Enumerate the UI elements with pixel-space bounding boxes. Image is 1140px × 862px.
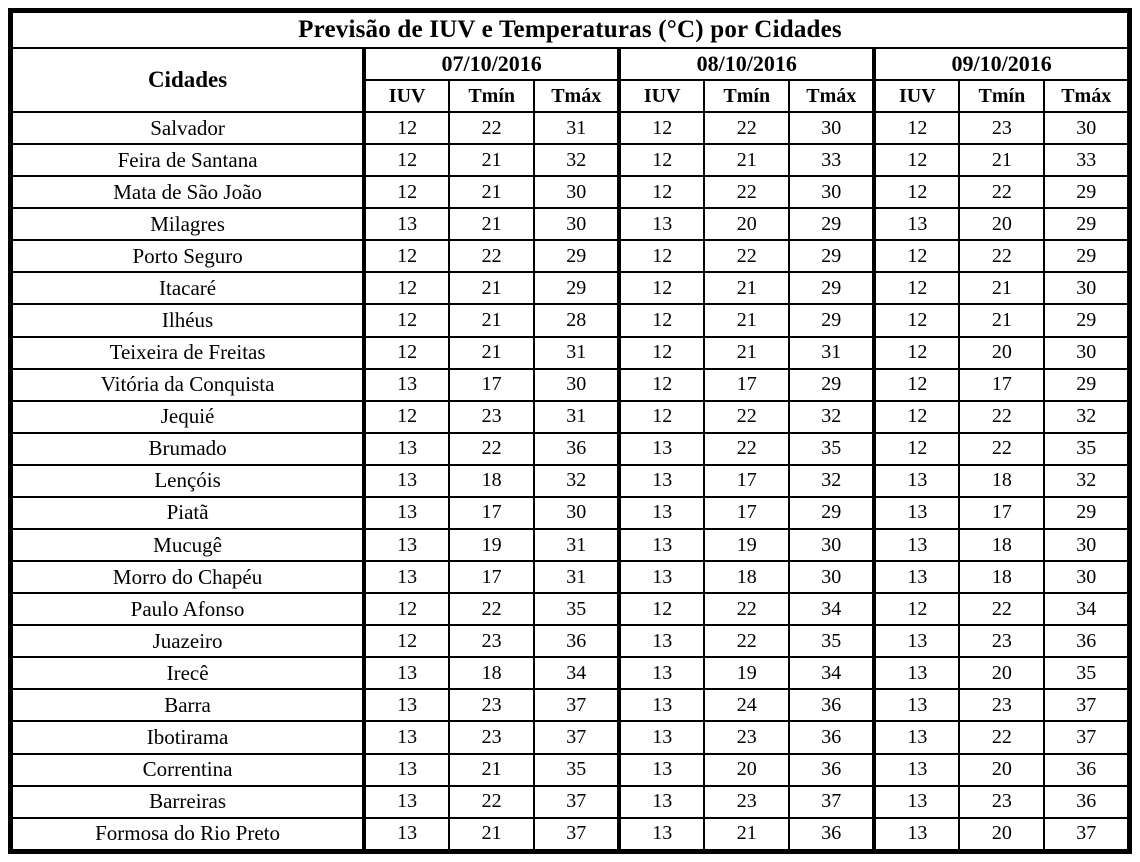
- table-row: [11, 465, 1130, 497]
- value-cell: 12: [874, 144, 959, 176]
- value-cell: 13: [619, 754, 704, 786]
- value-cell: 12: [364, 593, 449, 625]
- value-cell: 36: [789, 754, 874, 786]
- table-row: [11, 818, 1130, 852]
- value-cell: 31: [534, 561, 619, 593]
- value-cell: 22: [704, 240, 789, 272]
- value-cell: 17: [959, 369, 1044, 401]
- value-cell: 12: [619, 337, 704, 369]
- value-cell: 12: [619, 272, 704, 304]
- value-cell: 13: [364, 721, 449, 753]
- value-cell: 12: [874, 112, 959, 144]
- value-cell: 21: [704, 272, 789, 304]
- value-cell: 21: [449, 754, 534, 786]
- table-row: [11, 401, 1130, 433]
- table-row: [11, 786, 1130, 818]
- value-cell: 12: [619, 401, 704, 433]
- value-cell: 29: [789, 240, 874, 272]
- value-cell: 20: [959, 818, 1044, 852]
- table-title: Previsão de IUV e Temperaturas (°C) por Cidades: [11, 11, 1130, 49]
- value-cell: 32: [1044, 465, 1129, 497]
- value-cell: 36: [1044, 625, 1129, 657]
- value-cell: 23: [959, 625, 1044, 657]
- column-header-tmax-2: Tmáx: [789, 80, 874, 112]
- value-cell: 21: [449, 176, 534, 208]
- value-cell: 29: [1044, 208, 1129, 240]
- value-cell: 32: [789, 465, 874, 497]
- value-cell: 13: [364, 754, 449, 786]
- value-cell: 31: [534, 112, 619, 144]
- value-cell: 12: [364, 401, 449, 433]
- value-cell: 37: [534, 721, 619, 753]
- value-cell: 21: [704, 818, 789, 852]
- table-row: [11, 272, 1130, 304]
- city-cell: Correntina: [11, 754, 365, 786]
- column-header-date-1: 07/10/2016: [364, 48, 619, 80]
- column-header-iuv-1: IUV: [364, 80, 449, 112]
- value-cell: 35: [789, 433, 874, 465]
- value-cell: 30: [1044, 561, 1129, 593]
- value-cell: 30: [534, 208, 619, 240]
- value-cell: 12: [619, 369, 704, 401]
- value-cell: 13: [364, 369, 449, 401]
- value-cell: 13: [364, 529, 449, 561]
- value-cell: 22: [704, 112, 789, 144]
- value-cell: 13: [619, 497, 704, 529]
- value-cell: 12: [364, 337, 449, 369]
- value-cell: 29: [1044, 497, 1129, 529]
- value-cell: 23: [959, 112, 1044, 144]
- value-cell: 13: [364, 208, 449, 240]
- value-cell: 13: [874, 465, 959, 497]
- value-cell: 12: [364, 144, 449, 176]
- table-row: [11, 754, 1130, 786]
- value-cell: 13: [619, 786, 704, 818]
- city-cell: Mucugê: [11, 529, 365, 561]
- table-row: [11, 176, 1130, 208]
- value-cell: 20: [959, 657, 1044, 689]
- value-cell: 13: [874, 208, 959, 240]
- value-cell: 22: [959, 433, 1044, 465]
- value-cell: 23: [704, 721, 789, 753]
- city-cell: Barreiras: [11, 786, 365, 818]
- value-cell: 12: [619, 112, 704, 144]
- value-cell: 21: [449, 144, 534, 176]
- value-cell: 13: [619, 625, 704, 657]
- value-cell: 21: [449, 304, 534, 336]
- value-cell: 37: [1044, 689, 1129, 721]
- value-cell: 21: [704, 337, 789, 369]
- value-cell: 19: [704, 529, 789, 561]
- value-cell: 21: [449, 208, 534, 240]
- city-cell: Mata de São João: [11, 176, 365, 208]
- city-cell: Juazeiro: [11, 625, 365, 657]
- city-cell: Vitória da Conquista: [11, 369, 365, 401]
- value-cell: 24: [704, 689, 789, 721]
- value-cell: 23: [959, 786, 1044, 818]
- value-cell: 13: [364, 786, 449, 818]
- value-cell: 30: [534, 497, 619, 529]
- table-row: [11, 369, 1130, 401]
- value-cell: 33: [1044, 144, 1129, 176]
- value-cell: 36: [789, 721, 874, 753]
- table-row: [11, 721, 1130, 753]
- value-cell: 12: [874, 337, 959, 369]
- value-cell: 20: [959, 208, 1044, 240]
- city-cell: Lençóis: [11, 465, 365, 497]
- value-cell: 28: [534, 304, 619, 336]
- value-cell: 29: [1044, 176, 1129, 208]
- value-cell: 30: [789, 112, 874, 144]
- value-cell: 31: [534, 337, 619, 369]
- value-cell: 13: [619, 465, 704, 497]
- value-cell: 31: [789, 337, 874, 369]
- value-cell: 13: [874, 818, 959, 852]
- value-cell: 32: [1044, 401, 1129, 433]
- value-cell: 12: [874, 272, 959, 304]
- value-cell: 30: [1044, 112, 1129, 144]
- value-cell: 13: [874, 497, 959, 529]
- value-cell: 12: [619, 304, 704, 336]
- value-cell: 13: [364, 818, 449, 852]
- value-cell: 20: [959, 754, 1044, 786]
- city-cell: Barra: [11, 689, 365, 721]
- value-cell: 22: [704, 625, 789, 657]
- value-cell: 21: [704, 304, 789, 336]
- table-row: [11, 593, 1130, 625]
- value-cell: 29: [789, 304, 874, 336]
- value-cell: 22: [704, 401, 789, 433]
- value-cell: 13: [364, 689, 449, 721]
- value-cell: 20: [959, 337, 1044, 369]
- city-cell: Ibotirama: [11, 721, 365, 753]
- value-cell: 21: [959, 304, 1044, 336]
- value-cell: 33: [789, 144, 874, 176]
- value-cell: 13: [874, 529, 959, 561]
- value-cell: 22: [449, 240, 534, 272]
- table-row: [11, 144, 1130, 176]
- value-cell: 17: [449, 561, 534, 593]
- value-cell: 23: [449, 625, 534, 657]
- value-cell: 12: [364, 272, 449, 304]
- column-header-tmin-1: Tmín: [449, 80, 534, 112]
- value-cell: 29: [1044, 240, 1129, 272]
- value-cell: 23: [449, 689, 534, 721]
- table-row: [11, 625, 1130, 657]
- value-cell: 29: [789, 497, 874, 529]
- value-cell: 30: [789, 529, 874, 561]
- value-cell: 37: [534, 818, 619, 852]
- value-cell: 12: [364, 625, 449, 657]
- table-row: [11, 337, 1130, 369]
- value-cell: 13: [619, 208, 704, 240]
- value-cell: 22: [959, 401, 1044, 433]
- value-cell: 23: [449, 721, 534, 753]
- value-cell: 22: [449, 112, 534, 144]
- value-cell: 13: [874, 786, 959, 818]
- value-cell: 32: [789, 401, 874, 433]
- table-row: [11, 433, 1130, 465]
- table-body: [11, 112, 1130, 852]
- city-cell: Brumado: [11, 433, 365, 465]
- value-cell: 30: [789, 561, 874, 593]
- value-cell: 18: [449, 465, 534, 497]
- value-cell: 35: [534, 754, 619, 786]
- value-cell: 35: [1044, 657, 1129, 689]
- value-cell: 18: [959, 465, 1044, 497]
- value-cell: 36: [1044, 754, 1129, 786]
- city-cell: Formosa do Rio Preto: [11, 818, 365, 852]
- value-cell: 13: [874, 721, 959, 753]
- column-header-date-3: 09/10/2016: [874, 48, 1129, 80]
- value-cell: 13: [874, 561, 959, 593]
- value-cell: 13: [874, 689, 959, 721]
- value-cell: 13: [619, 818, 704, 852]
- value-cell: 13: [619, 689, 704, 721]
- value-cell: 36: [789, 689, 874, 721]
- value-cell: 23: [959, 689, 1044, 721]
- value-cell: 36: [1044, 786, 1129, 818]
- value-cell: 21: [959, 144, 1044, 176]
- value-cell: 30: [789, 176, 874, 208]
- value-cell: 36: [534, 625, 619, 657]
- value-cell: 35: [1044, 433, 1129, 465]
- value-cell: 30: [1044, 337, 1129, 369]
- value-cell: 29: [789, 208, 874, 240]
- value-cell: 22: [704, 593, 789, 625]
- value-cell: 13: [874, 754, 959, 786]
- table-row: [11, 112, 1130, 144]
- city-cell: Itacaré: [11, 272, 365, 304]
- value-cell: 21: [449, 818, 534, 852]
- title-row: [11, 11, 1130, 49]
- value-cell: 22: [449, 593, 534, 625]
- value-cell: 22: [449, 786, 534, 818]
- value-cell: 36: [789, 818, 874, 852]
- value-cell: 30: [1044, 529, 1129, 561]
- value-cell: 12: [874, 593, 959, 625]
- value-cell: 13: [619, 433, 704, 465]
- value-cell: 22: [704, 433, 789, 465]
- table-row: [11, 529, 1130, 561]
- value-cell: 12: [874, 369, 959, 401]
- value-cell: 18: [959, 561, 1044, 593]
- column-header-tmin-3: Tmín: [959, 80, 1044, 112]
- value-cell: 30: [534, 369, 619, 401]
- value-cell: 37: [789, 786, 874, 818]
- value-cell: 13: [364, 497, 449, 529]
- value-cell: 13: [619, 721, 704, 753]
- value-cell: 12: [364, 176, 449, 208]
- value-cell: 13: [619, 657, 704, 689]
- column-header-iuv-3: IUV: [874, 80, 959, 112]
- value-cell: 32: [534, 144, 619, 176]
- value-cell: 12: [874, 433, 959, 465]
- value-cell: 12: [364, 112, 449, 144]
- value-cell: 31: [534, 401, 619, 433]
- value-cell: 21: [449, 337, 534, 369]
- value-cell: 23: [704, 786, 789, 818]
- table-row: [11, 497, 1130, 529]
- table-row: [11, 304, 1130, 336]
- uv-temperature-forecast-table: [8, 8, 1132, 854]
- value-cell: 19: [704, 657, 789, 689]
- city-cell: Feira de Santana: [11, 144, 365, 176]
- city-cell: Irecê: [11, 657, 365, 689]
- value-cell: 12: [619, 176, 704, 208]
- value-cell: 12: [874, 176, 959, 208]
- column-header-cities: Cidades: [11, 48, 365, 112]
- value-cell: 13: [619, 561, 704, 593]
- value-cell: 29: [789, 369, 874, 401]
- value-cell: 13: [874, 625, 959, 657]
- column-header-tmin-2: Tmín: [704, 80, 789, 112]
- value-cell: 37: [534, 786, 619, 818]
- value-cell: 12: [619, 144, 704, 176]
- value-cell: 13: [364, 657, 449, 689]
- city-cell: Paulo Afonso: [11, 593, 365, 625]
- value-cell: 17: [449, 369, 534, 401]
- table-row: [11, 208, 1130, 240]
- value-cell: 29: [1044, 369, 1129, 401]
- value-cell: 18: [449, 657, 534, 689]
- value-cell: 21: [959, 272, 1044, 304]
- city-cell: Jequié: [11, 401, 365, 433]
- date-header-row: [11, 48, 1130, 80]
- city-cell: Ilhéus: [11, 304, 365, 336]
- value-cell: 13: [874, 657, 959, 689]
- value-cell: 21: [704, 144, 789, 176]
- value-cell: 13: [364, 465, 449, 497]
- table-row: [11, 689, 1130, 721]
- column-header-tmax-3: Tmáx: [1044, 80, 1129, 112]
- value-cell: 34: [789, 657, 874, 689]
- value-cell: 35: [534, 593, 619, 625]
- value-cell: 13: [364, 433, 449, 465]
- city-cell: Porto Seguro: [11, 240, 365, 272]
- value-cell: 23: [449, 401, 534, 433]
- value-cell: 22: [959, 176, 1044, 208]
- value-cell: 29: [1044, 304, 1129, 336]
- value-cell: 31: [534, 529, 619, 561]
- table-row: [11, 657, 1130, 689]
- value-cell: 22: [959, 240, 1044, 272]
- value-cell: 13: [619, 529, 704, 561]
- table-row: [11, 240, 1130, 272]
- value-cell: 12: [364, 304, 449, 336]
- value-cell: 18: [704, 561, 789, 593]
- value-cell: 37: [1044, 818, 1129, 852]
- value-cell: 32: [534, 465, 619, 497]
- value-cell: 37: [1044, 721, 1129, 753]
- value-cell: 19: [449, 529, 534, 561]
- value-cell: 12: [874, 401, 959, 433]
- column-header-date-2: 08/10/2016: [619, 48, 874, 80]
- value-cell: 22: [704, 176, 789, 208]
- value-cell: 13: [364, 561, 449, 593]
- value-cell: 36: [534, 433, 619, 465]
- value-cell: 29: [789, 272, 874, 304]
- value-cell: 35: [789, 625, 874, 657]
- value-cell: 34: [789, 593, 874, 625]
- value-cell: 30: [534, 176, 619, 208]
- value-cell: 17: [704, 497, 789, 529]
- value-cell: 20: [704, 208, 789, 240]
- column-header-tmax-1: Tmáx: [534, 80, 619, 112]
- value-cell: 12: [619, 240, 704, 272]
- value-cell: 29: [534, 240, 619, 272]
- city-cell: Milagres: [11, 208, 365, 240]
- city-cell: Piatã: [11, 497, 365, 529]
- city-cell: Salvador: [11, 112, 365, 144]
- value-cell: 12: [874, 240, 959, 272]
- table-row: [11, 561, 1130, 593]
- value-cell: 18: [959, 529, 1044, 561]
- value-cell: 17: [704, 369, 789, 401]
- value-cell: 12: [364, 240, 449, 272]
- value-cell: 12: [619, 593, 704, 625]
- value-cell: 21: [449, 272, 534, 304]
- value-cell: 34: [1044, 593, 1129, 625]
- value-cell: 12: [874, 304, 959, 336]
- value-cell: 20: [704, 754, 789, 786]
- value-cell: 34: [534, 657, 619, 689]
- value-cell: 30: [1044, 272, 1129, 304]
- value-cell: 17: [959, 497, 1044, 529]
- value-cell: 37: [534, 689, 619, 721]
- value-cell: 22: [959, 721, 1044, 753]
- value-cell: 17: [449, 497, 534, 529]
- city-cell: Teixeira de Freitas: [11, 337, 365, 369]
- value-cell: 29: [534, 272, 619, 304]
- value-cell: 17: [704, 465, 789, 497]
- city-cell: Morro do Chapéu: [11, 561, 365, 593]
- column-header-iuv-2: IUV: [619, 80, 704, 112]
- value-cell: 22: [449, 433, 534, 465]
- value-cell: 22: [959, 593, 1044, 625]
